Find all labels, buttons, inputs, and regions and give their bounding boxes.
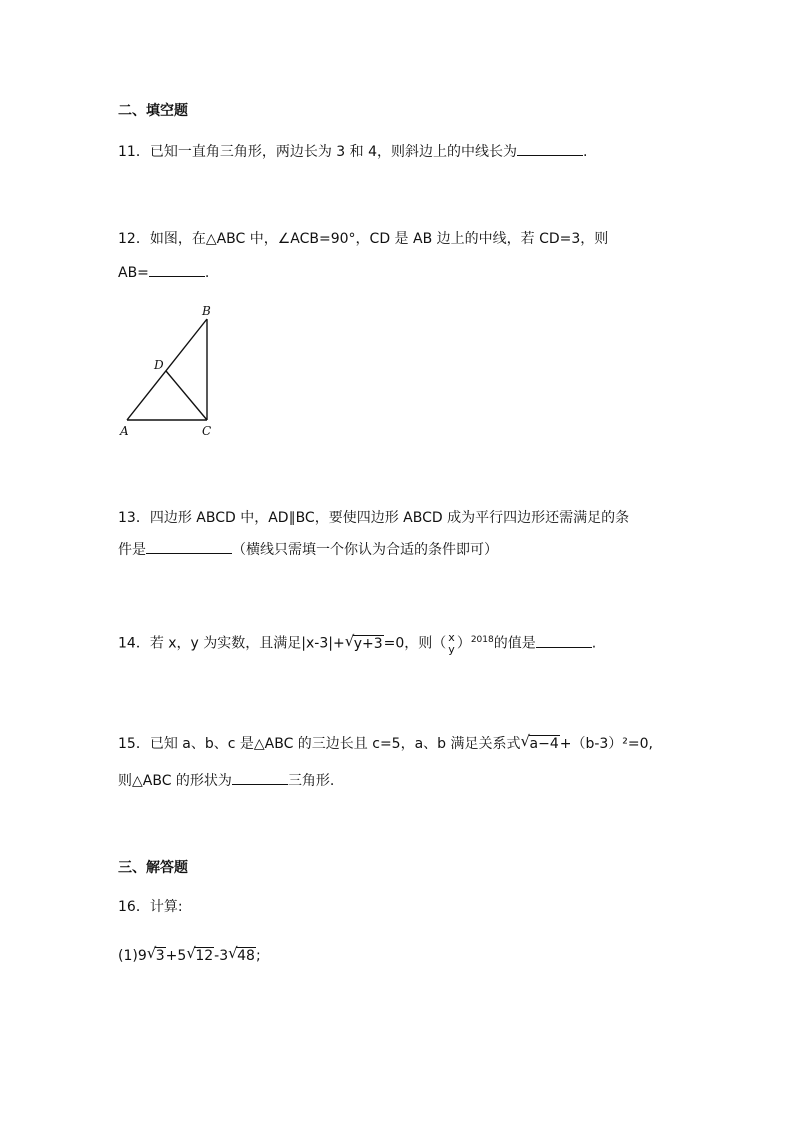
fraction-x-over-y: x y <box>448 630 455 656</box>
answer-blank-14[interactable] <box>536 633 592 648</box>
sqrt-expression: √ y+3 <box>344 631 383 652</box>
question-12-line2: AB= . <box>118 262 209 283</box>
vertex-label-b: B <box>202 304 211 318</box>
question-15-line2: 则△ABC 的形状为 三角形. <box>118 770 334 791</box>
question-14: 14．若 x，y 为实数，且满足|x-3|+ √ y+3=0，则（ x y ）$^{2018}$的值是 . <box>118 630 597 656</box>
vertex-label-c: C <box>202 424 212 438</box>
question-16-title: 16．计算: <box>118 899 183 915</box>
answer-blank-13[interactable] <box>146 539 232 554</box>
question-16-part1: (1)9 √ 3+5 √ 12-3 √ 48; <box>118 944 261 964</box>
vertex-label-d: D <box>154 358 164 372</box>
sqrt-expression: √ a−4 <box>520 732 559 752</box>
question-13-line2: 件是 （横线只需填一个你认为合适的条件即可） <box>118 539 498 560</box>
median-cd <box>166 371 207 420</box>
sqrt-12: √ 12 <box>186 944 214 964</box>
question-11-text: 11．已知一直角三角形，两边长为 3 和 4，则斜边上的中线长为 <box>118 144 517 160</box>
abs-expression: |x-3|+ <box>301 635 345 652</box>
triangle-figure <box>116 300 226 445</box>
answer-blank-15[interactable] <box>232 770 288 785</box>
section-title-fill-blank: 二、填空题 <box>118 103 188 119</box>
sqrt-48: √ 48 <box>228 944 255 964</box>
exponent: 2018 <box>470 635 494 645</box>
answer-blank-11[interactable] <box>517 141 583 156</box>
vertex-label-a: A <box>120 424 129 438</box>
answer-blank-12[interactable] <box>149 262 205 277</box>
question-15-line1: 15．已知 a、b、c 是△ABC 的三边长且 c=5，a、b 满足关系式 √ a−4+（b-3）²=0, <box>118 732 654 752</box>
question-13-line1: 13．四边形 ABCD 中，AD∥BC，要使四边形 ABCD 成为平行四边形还需满足的条 <box>118 510 630 526</box>
sqrt-3: √ 3 <box>146 944 165 964</box>
question-12-line1: 12．如图，在△ABC 中，∠ACB=90°，CD 是 AB 边上的中线，若 CD=3，则 <box>118 231 609 247</box>
question-11: 11．已知一直角三角形，两边长为 3 和 4，则斜边上的中线长为 . <box>118 141 587 162</box>
section-title-answer: 三、解答题 <box>118 860 188 876</box>
